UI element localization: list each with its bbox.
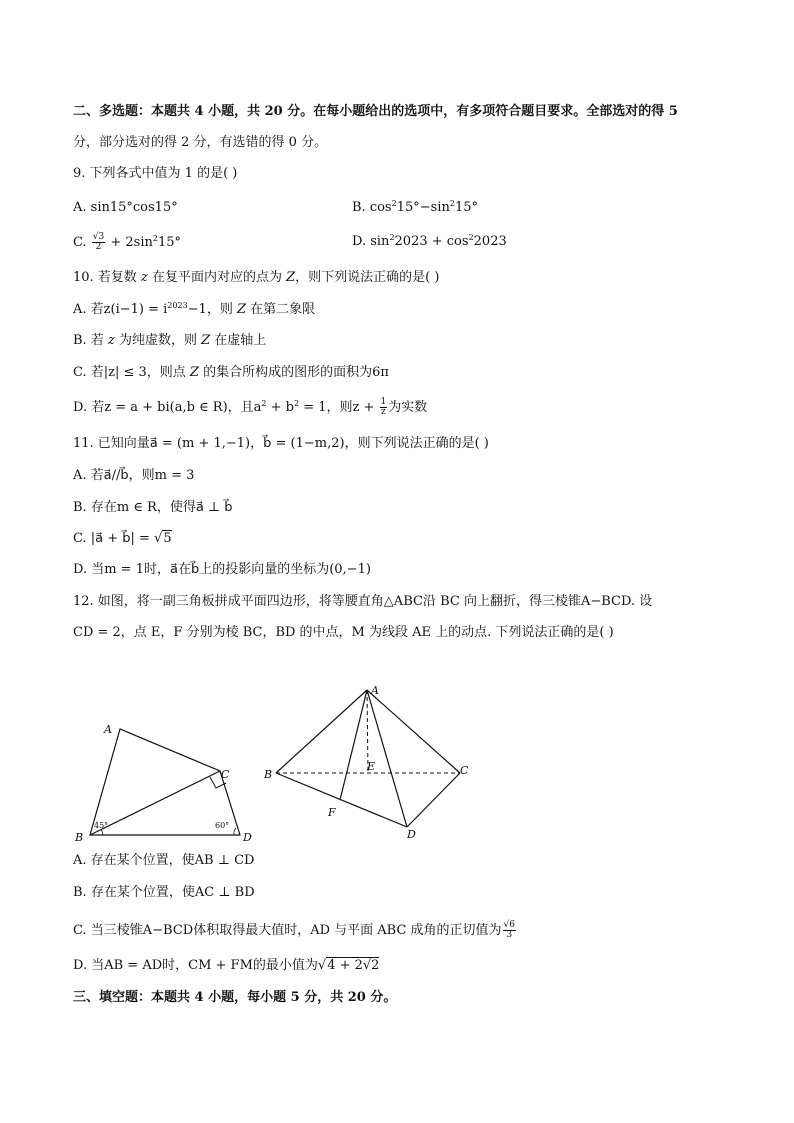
q10-option-c: C. 若|z| ≤ 3，则点 Z 的集合所构成的图形的面积为6π [73,365,389,380]
q9-stem: 9. 下列各式中值为 1 的是( ) [73,166,238,181]
right-fig-label-a: A [371,684,379,697]
q11-option-b: B. 存在m ∈ R，使得a⃗ ⊥ b⃗ [73,500,233,515]
left-fig-label-a: A [104,723,112,736]
q9-option-d: D. $\sin^22023 + \cos^22023$ [352,233,507,249]
section3-header: 三、填空题：本题共 4 小题，每小题 5 分，共 20 分。 [73,990,397,1005]
section2-header-line1: 二、多选题：本题共 4 小题，共 20 分。在每小题给出的选项中，有多项符合题目要求。全部选对的得 5 [73,104,678,119]
left-fig-angle-b: 45° [94,821,109,830]
left-fig-label-d: D [243,831,252,844]
q9-option-a: A. sin15°cos15° [73,200,178,215]
q10-option-b: B. 若 z 为纯虚数，则 Z 在虚轴上 [73,333,267,348]
q11-stem: 11. 已知向量a⃗ = (m + 1,−1)，b⃗ = (1−m,2)，则下列说法正确的是( ) [73,436,489,451]
q11-option-a: A. 若a⃗//b⃗，则m = 3 [73,468,195,483]
q12-stem-line1: 12. 如图，将一副三角板拼成平面四边形，将等腰直角△ABC沿 BC 向上翻折，得三棱锥A−BCD. 设 [73,594,653,609]
q12-option-c: C. 当三棱锥A−BCD体积取得最大值时，AD 与平面 ABC 成角的正切值为 $\frac{√6}{3}$ [73,920,515,940]
q12-option-a: A. 存在某个位置，使AB ⊥ CD [73,853,255,868]
q12-stem-line2: CD = 2，点 E，F 分别为棱 BC，BD 的中点，M 为线段 AE 上的动点. 下列说法正确的是( ) [73,625,614,640]
q11-option-d: D. 当m = 1时，a⃗在b⃗上的投影向量的坐标为(0,−1) [73,562,371,577]
left-fig-label-c: C [221,768,230,781]
q10-stem: 10. 若复数 z 在复平面内对应的点为 Z，则下列说法正确的是( ) [73,270,440,285]
left-fig-label-b: B [75,831,84,844]
quadrilateral-figure [70,715,265,845]
section2-header-line2: 分，部分选对的得 2 分，有选错的得 0 分。 [73,135,328,150]
right-fig-label-d: D [407,828,416,840]
pyramid-figure [262,680,477,840]
q9-option-b: B. $\cos^215^\circ-\sin^215^\circ$ [352,199,478,215]
q9-option-c: C. $\frac{√3}{2}$ + $2\sin^215^\circ$ [73,232,182,252]
right-fig-label-b: B [264,768,273,781]
q11-option-c: C. |a⃗ + b⃗| = √5 [73,531,172,546]
q12-option-b: B. 存在某个位置，使AC ⊥ BD [73,885,255,900]
q10-option-d: D. 若z = a + bi(a,b ∈ R)，且$a^2 + b^2 = 1$，则z + $\frac{1}{z}$ 为实数 [73,397,428,417]
right-fig-label-c: C [460,764,469,777]
right-fig-label-f: F [328,806,336,819]
right-fig-label-e: E [367,760,376,773]
q10-option-a: A. 若$z(i-1) = i^{2023}-1$，则 Z 在第二象限 [73,301,316,317]
q12-option-d: D. 当AB = AD时，CM + FM的最小值为√4 + 2√2 [73,958,380,973]
left-fig-angle-d: 60° [215,821,230,830]
